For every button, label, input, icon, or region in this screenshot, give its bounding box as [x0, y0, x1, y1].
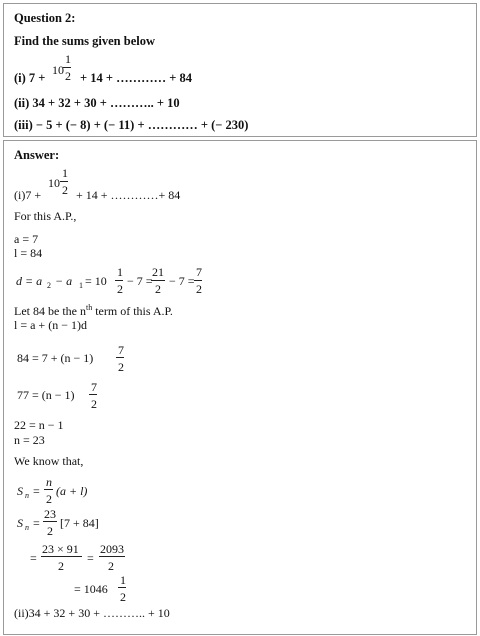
nth-term-pre: Let 84 be the n: [14, 304, 86, 318]
sn2-eq: =: [33, 516, 40, 530]
answer-i-lead: (i)7 +: [14, 188, 42, 202]
eq77-den: 2: [91, 397, 97, 411]
for-ap-text: For this A.P.,: [14, 209, 77, 223]
sn1-s: S: [17, 484, 23, 498]
d-minus7-a: − 7 =: [127, 274, 153, 288]
eq84-lhs: 84 = 7 + (n − 1): [17, 351, 94, 365]
d-lhs: d = a: [16, 274, 43, 288]
sn2-sub: n: [25, 523, 29, 532]
l-value: l = 84: [14, 246, 43, 260]
sn1-rest: (a + l): [56, 484, 88, 498]
question-item-1-fraction-bar: [63, 67, 71, 68]
d-frac1-den: 2: [117, 282, 123, 296]
n-value: n = 23: [14, 433, 45, 447]
d-sub-2: 2: [47, 281, 51, 290]
eq84-den: 2: [118, 360, 124, 374]
sn3-den1: 2: [58, 559, 64, 573]
sn1-bar: [44, 489, 53, 490]
eq77-bar: [89, 394, 97, 395]
nth-term-post: term of this A.P.: [92, 304, 173, 318]
d-sub-1: 1: [79, 281, 83, 290]
answer-i-whole: 10: [48, 176, 60, 190]
d-frac2-bar: [151, 280, 165, 281]
sn2-den: 2: [47, 524, 53, 538]
d-frac2-den: 2: [155, 282, 161, 296]
sn1-den: 2: [46, 492, 52, 506]
question-item-1-tail: + 14 + ………… + 84: [80, 71, 192, 85]
sn3-num1: 23 × 91: [42, 542, 79, 556]
eq84-bar: [116, 357, 124, 358]
answer-i-den: 2: [62, 183, 68, 197]
question-item-3: (iii) − 5 + (− 8) + (− 11) + ………… + (− 230): [14, 118, 249, 132]
sn4-num: 1: [120, 573, 126, 587]
sn3-eq2: =: [87, 551, 94, 565]
sn2-bar: [43, 521, 57, 522]
d-frac3-bar: [194, 280, 202, 281]
d-minus: − a: [55, 274, 73, 288]
sn3-bar2: [99, 556, 125, 557]
sn3-den2: 2: [108, 559, 114, 573]
sn2-num: 23: [44, 507, 56, 521]
a-value: a = 7: [14, 232, 39, 246]
sn3-eq: =: [30, 551, 37, 565]
d-frac2-num: 21: [152, 265, 164, 279]
d-eq-10: = 10: [85, 274, 107, 288]
answer-ii-line: (ii)34 + 32 + 30 + ……….. + 10: [14, 606, 170, 620]
eq84-num: 7: [118, 343, 124, 357]
sn2-s: S: [17, 516, 23, 530]
question-item-1-den: 2: [65, 69, 71, 83]
sn3-bar1: [41, 556, 82, 557]
question-item-2: (ii) 34 + 32 + 30 + ……….. + 10: [14, 96, 180, 110]
sn4-eq: = 1046: [74, 582, 108, 596]
question-item-1-num: 1: [65, 52, 71, 66]
nth-term-formula: l = a + (n − 1)d: [14, 318, 87, 332]
eq22: 22 = n − 1: [14, 418, 64, 432]
d-frac3-den: 2: [196, 282, 202, 296]
d-frac1-num: 1: [117, 265, 123, 279]
question-item-1-whole: 10: [52, 63, 64, 77]
d-frac1-bar: [115, 280, 123, 281]
sn2-rest: [7 + 84]: [60, 516, 99, 530]
sn3-num2: 2093: [100, 542, 124, 556]
d-minus7-b: − 7 =: [169, 274, 195, 288]
question-prompt: Find the sums given below: [14, 34, 155, 48]
d-frac3-num: 7: [196, 265, 202, 279]
sn1-eq: =: [33, 484, 40, 498]
sn4-bar: [118, 587, 126, 588]
sn1-sub: n: [25, 491, 29, 500]
eq77-num: 7: [91, 380, 97, 394]
answer-title: Answer:: [14, 148, 60, 162]
answer-i-tail: + 14 + …………+ 84: [76, 188, 181, 202]
sn1-num: n: [46, 475, 52, 489]
answer-i-fraction-bar: [60, 181, 68, 182]
sn4-den: 2: [120, 590, 126, 604]
nth-term-sup: th: [85, 303, 93, 312]
answer-i-num: 1: [62, 166, 68, 180]
question-title: Question 2:: [14, 11, 76, 25]
we-know-that: We know that,: [14, 454, 84, 468]
eq77-lhs: 77 = (n − 1): [17, 388, 75, 402]
question-item-1-lead: (i) 7 +: [14, 71, 46, 85]
nth-term-line: [14, 305, 173, 317]
